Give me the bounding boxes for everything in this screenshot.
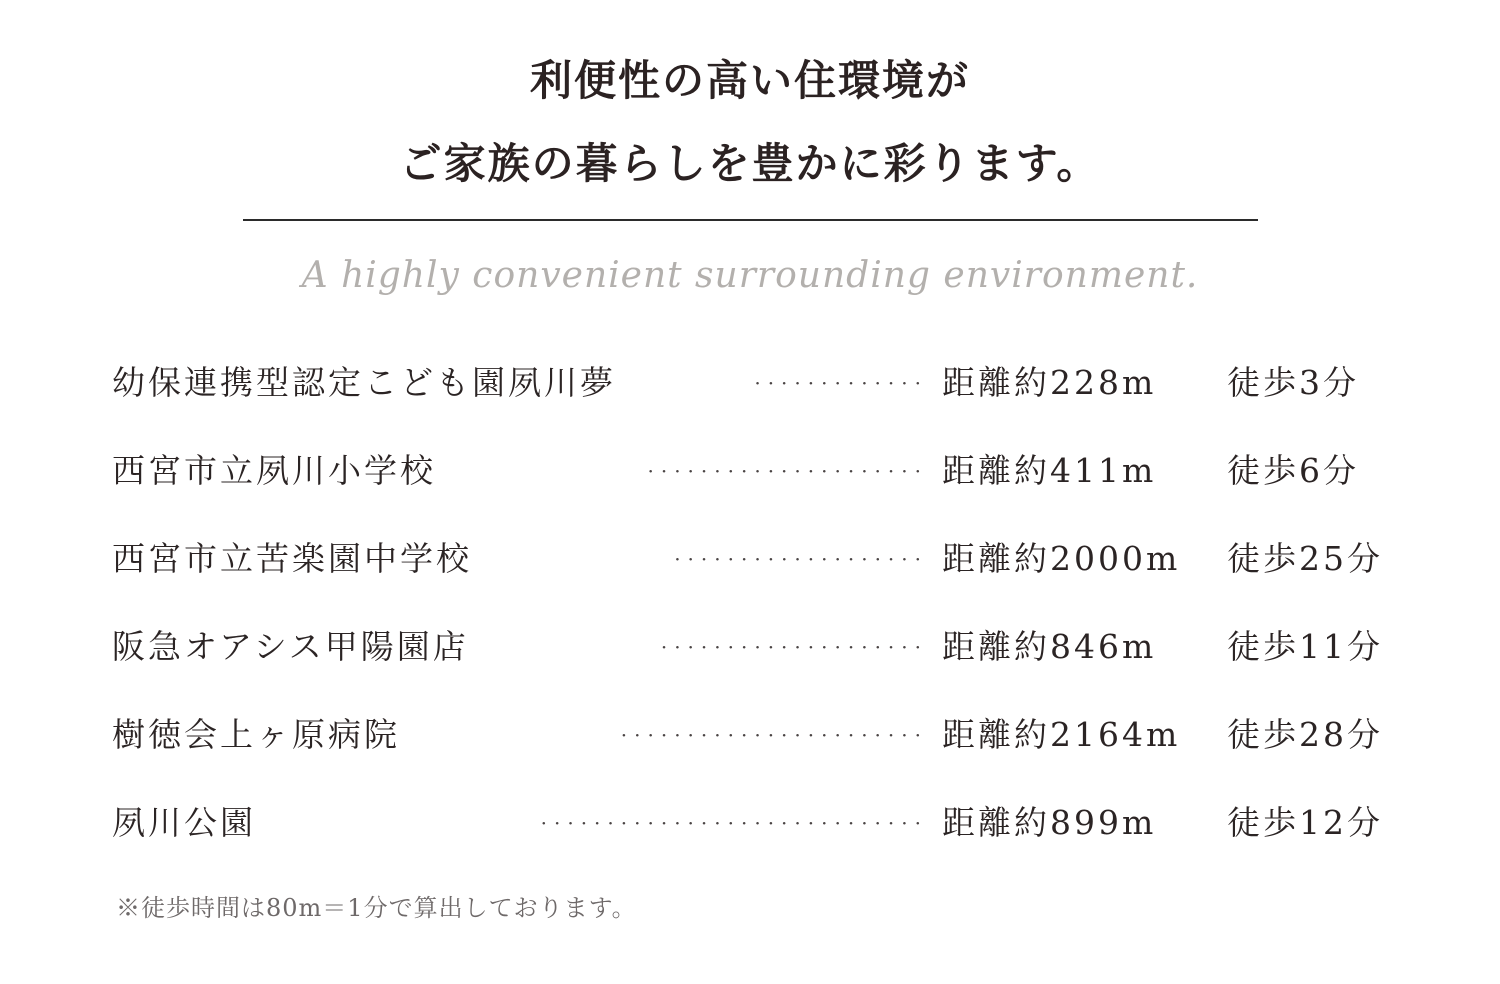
facility-row xyxy=(0,622,1500,672)
leader-dots: ··················· xyxy=(674,547,928,571)
facility-distance: 距離約2164m xyxy=(942,715,1181,754)
facility-row xyxy=(0,534,1500,584)
leader-dots: ···················· xyxy=(660,635,928,659)
leader-dots: ····························· xyxy=(540,811,928,835)
facility-walk-time: 徒歩28分 xyxy=(1227,715,1383,754)
facility-name: 阪急オアシス甲陽園店 xyxy=(112,627,469,666)
facility-walk-time: 徒歩11分 xyxy=(1227,627,1383,666)
leader-dots: ······················· xyxy=(620,723,928,747)
facility-row xyxy=(0,710,1500,760)
divider xyxy=(243,219,1258,221)
facility-name: 西宮市立夙川小学校 xyxy=(112,451,436,490)
facility-row xyxy=(0,446,1500,496)
facility-row xyxy=(0,358,1500,408)
facility-distance: 距離約846m xyxy=(942,627,1157,666)
facility-name: 幼保連携型認定こども園夙川夢 xyxy=(112,363,616,402)
footnote: ※徒歩時間は80m＝1分で算出しております。 xyxy=(116,894,637,922)
facility-walk-time: 徒歩3分 xyxy=(1227,363,1359,402)
facility-distance: 距離約899m xyxy=(942,803,1157,842)
facility-distance: 距離約2000m xyxy=(942,539,1181,578)
leader-dots: ····················· xyxy=(647,459,928,483)
headline-line-2: ご家族の暮らしを豊かに彩ります。 xyxy=(399,139,1101,188)
headline-line-1: 利便性の高い住環境が xyxy=(529,56,970,105)
facility-distance: 距離約411m xyxy=(942,451,1157,490)
facility-name: 夙川公園 xyxy=(112,803,256,842)
facility-walk-time: 徒歩12分 xyxy=(1227,803,1383,842)
leader-dots: ············· xyxy=(754,371,928,395)
facility-distance: 距離約228m xyxy=(942,363,1157,402)
english-subtitle: A highly convenient surrounding environment. xyxy=(301,255,1199,296)
facility-name: 西宮市立苦楽園中学校 xyxy=(112,539,472,578)
facility-walk-time: 徒歩25分 xyxy=(1227,539,1383,578)
facility-row xyxy=(0,798,1500,848)
facility-walk-time: 徒歩6分 xyxy=(1227,451,1359,490)
facility-name: 樹徳会上ヶ原病院 xyxy=(112,715,400,754)
